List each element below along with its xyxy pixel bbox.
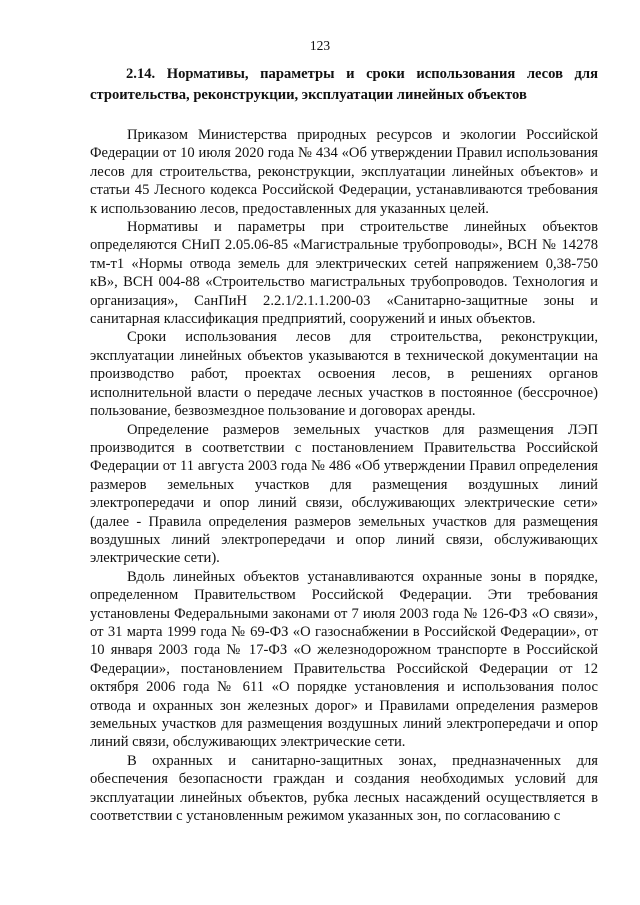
paragraph-sanitarnye-zony: В охранных и санитарно-защитных зонах, предназначенных для обеспечения безопасности граждан и создания необходимых условий для эксплуатации линейных объектов, рубка лесных насаждений осуществляется в соответствии с установленным режимом указанных зон, по согласованию с [90,752,598,825]
paragraph-normativy: Нормативы и параметры при строительстве линейных объектов определяются СНиП 2.05.06-85 «Магистральные трубопроводы», ВСН № 14278 тм-т1 «Нормы отвода земель для электрических сетей напряжением 0,38-750 кВ», ВСН 004-88 «Строительство магистральных трубопроводов. Технология и организация», СанПиН 2.2.1/2.1.1.200-03 «Санитарно-защитные зоны и санитарная классификация предприятий, сооружений и иных объектов. [90,219,598,328]
body-text [90,126,598,825]
page-number: 123 [309,38,331,53]
paragraph-prikaz: Приказом Министерства природных ресурсов и экологии Российской Федерации от 10 июля 2020 года № 434 «Об утверждении Правил использования лесов для строительства, реконструкции, эксплуатации линейных объектов» и статьи 45 Лесного кодекса Российской Федерации, устанавливаются требования к использованию лесов, предоставленных для указанных целей. [90,127,598,217]
paragraph-okhrannye-zony: Вдоль линейных объектов устанавливаются охранные зоны в порядке, определенном Правительством Российской Федерации. Эти требования установлены Федеральными законами от 7 июля 2003 года № 126-ФЗ «О связи», от 31 марта 1999 года № 69-ФЗ «О газоснабжении в Российской Федерации», от 10 января 2003 года № 17-ФЗ «О железнодорожном транспорте в Российской Федерации», постановлением Правительства Российской Федерации от 12 октября 2006 года № 611 «О порядке установления и использования полос отвода и охранных зон железных дорог» и Правилами определения размеров земельных участков для размещения воздушных линий электропередачи и опор линий связи, обслуживающих электрические сети. [90,568,598,751]
section-heading: 2.14. Нормативы, параметры и сроки использования лесов для строительства, реконструкции, эксплуатации линейных объектов [90,66,598,103]
paragraph-sroki: Сроки использования лесов для строительства, реконструкции, эксплуатации линейных объектов указываются в технической документации на производство работ, проектах освоения лесов, в решениях органов исполнительной власти о передаче лесных участков в постоянное (бессрочное) пользование, безвозмездное пользование и договорах аренды. [90,329,598,420]
paragraph-lep: Определение размеров земельных участков для размещения ЛЭП производится в соответствии с постановлением Правительства Российской Федерации от 11 августа 2003 года № 486 «Об утверждении Правил определения размеров земельных участков для размещения воздушных линий электропередачи и опор линий связи, обслуживающих электрические сети» (далее - Правила определения размеров земельных участков для размещения воздушных линий электропередачи и опор линий связи, обслуживающих электрические сети). [90,421,598,567]
